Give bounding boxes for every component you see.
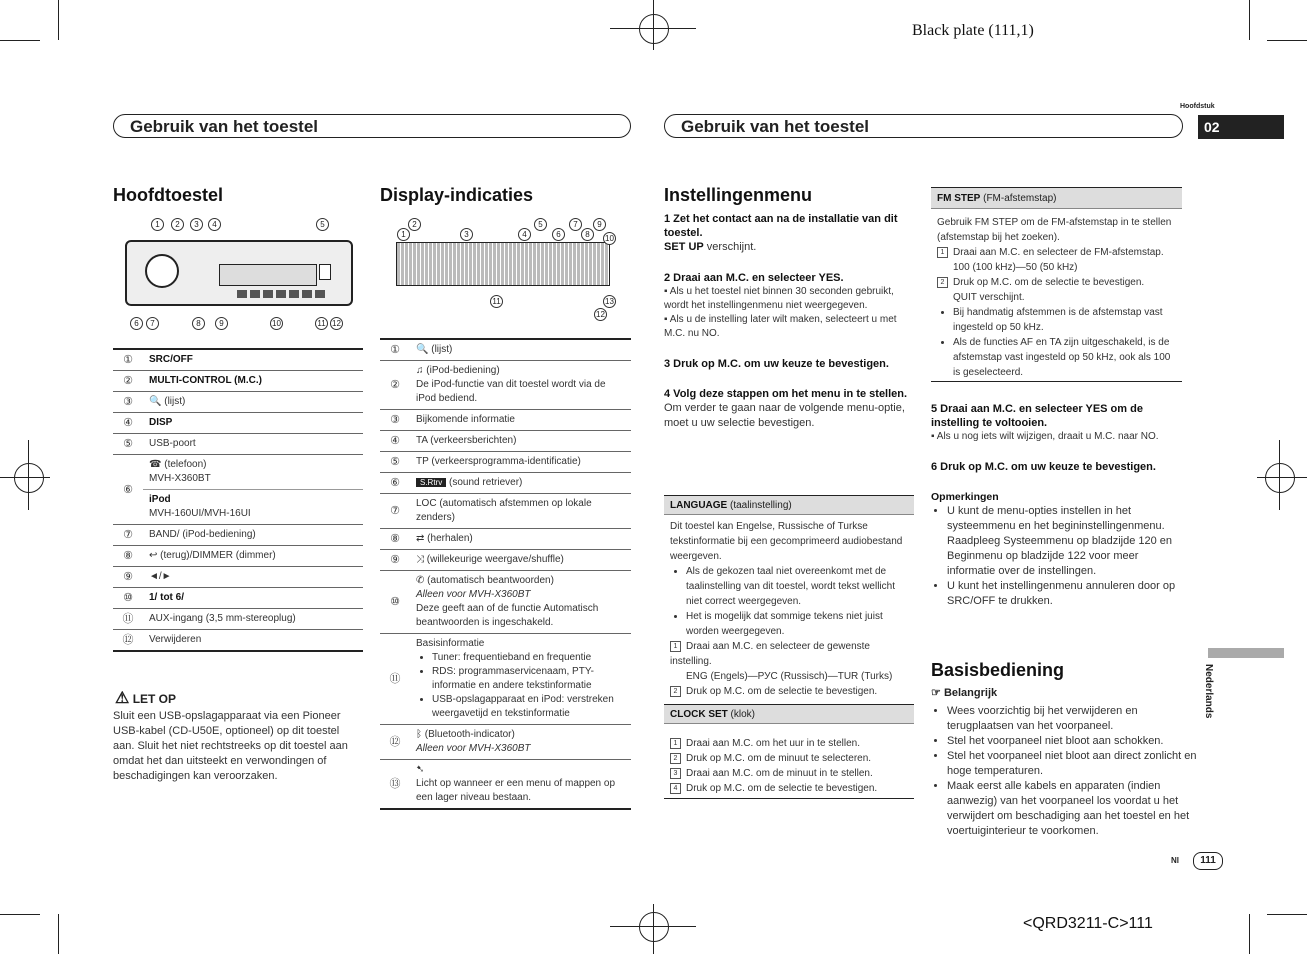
- repeat-icon: ⇄: [416, 533, 425, 544]
- banner-right: Gebruik van het toestel: [664, 114, 1183, 138]
- instellingen-title: Instellingenmenu: [664, 185, 813, 205]
- table-row: ⑨ ◄/►: [113, 567, 363, 588]
- back-icon: ↩: [149, 550, 158, 561]
- phone-icon: ☎: [149, 459, 162, 470]
- display-table: [380, 338, 631, 810]
- page-lang: Nl: [1171, 856, 1179, 865]
- table-row: ③ 🔍 (lijst): [113, 392, 363, 413]
- crop-mark: [1267, 40, 1307, 41]
- display-window: [219, 264, 317, 286]
- table-row: ① 🔍 (lijst): [380, 339, 631, 361]
- instellingen-steps: 1 Zet het contact aan na de installatie van dit toestel. SET UP verschijnt. 2 Draai aan M.C. en selecteer YES. ▪ Als u het toestel niet binnen 30 seconden gebruikt, wordt het instellingenmenu niet weergegeven. ▪ Als u de instelling later wilt maken, selecteert u met M.C. nu NO. 3 Druk op M.C. om uw keuze te bevestigen. 4 Volg deze stappen om het menu in te stellen. Om verder te gaan naar de volgende menu-optie, moet u uw selectie bevestigen.: [664, 213, 908, 429]
- basis-list: • Wees voorzichtig bij het verwijderen en terugplaatsen van het voorpaneel. • Stel het voorpaneel niet bloot aan schokken. • Stel het voorpaneel niet bloot aan direct zonlicht en hoge temperaturen. • Maak eerst alle kabels en apparaten (indien aanwezig) van het voorpaneel los voordat u het verwijdert om beschadiging aan het toestel en het voertuiginterieur te voorkomen.: [931, 704, 1198, 839]
- crop-mark: [1249, 0, 1250, 40]
- side-tab: Nederlands: [1203, 664, 1214, 719]
- head-unit-illustration: [125, 240, 353, 306]
- page-number: 111: [1193, 852, 1223, 870]
- usb-port-icon: [319, 264, 331, 280]
- table-row: ④ TA (verkeersberichten): [380, 431, 631, 452]
- letop-text: Sluit een USB-opslagapparaat via een Pioneer USB-kabel (CD-U50E, optioneel) op dit toestel aan. Sluit het niet rechtstreeks op dit toestel aan omdat het dan uitsteekt en verwondingen of beschadigingen kan veroorzaken.: [113, 710, 348, 782]
- basis-title: Basisbediening: [931, 660, 1065, 680]
- crop-mark: [0, 40, 40, 41]
- fmstep-box: FM STEP (FM-afstemstap): [931, 187, 1182, 209]
- chapter-number: 02: [1198, 115, 1284, 139]
- table-row: ⑫ Verwijderen: [113, 630, 363, 652]
- bluetooth-icon: ᛒ: [416, 729, 422, 740]
- hoofdtoestel-title: Hoofdtoestel: [113, 185, 223, 205]
- registration-mark: [1265, 463, 1295, 493]
- registration-mark: [639, 912, 669, 942]
- phone-icon: ✆: [416, 575, 425, 586]
- language-box: LANGUAGE (taalinstelling): [664, 495, 914, 515]
- table-row: ② ♫ (iPod-bediening) De iPod-functie van dit toestel wordt via de iPod bediend.: [380, 361, 631, 410]
- table-row: ⑪ AUX-ingang (3,5 mm-stereoplug): [113, 609, 363, 630]
- table-row: ⑦ LOC (automatisch afstemmen op lokale zenders): [380, 494, 631, 529]
- table-row: ⑩ 1/ tot 6/: [113, 588, 363, 609]
- table-row: ⑧ ↩ (terug)/DIMMER (dimmer): [113, 546, 363, 567]
- table-row: ⑥ ☎ (telefoon) MVH-X360BT iPod MVH-160UI/MVH-16UI: [113, 455, 363, 525]
- table-row: ⑪ Basisinformatie • Tuner: frequentieband en frequentie • RDS: programmaservicenaam, PTY-informatie en andere tekstinformatie • USB-opslagapparaat en iPod: verstreken weergavetijd en tekstinformatie: [380, 634, 631, 725]
- table-row: ⑩ ✆ (automatisch beantwoorden) Alleen voor MVH-X360BT Deze geeft aan of de functie Automatisch beantwoorden is ingeschakeld.: [380, 571, 631, 634]
- shuffle-icon: ⤨: [416, 554, 424, 565]
- table-row: ④ DISP: [113, 413, 363, 434]
- table-row: ⑤ TP (verkeersprogramma-identificatie): [380, 452, 631, 473]
- music-icon: ♫: [416, 365, 424, 376]
- hoofdtoestel-table: [113, 348, 363, 652]
- letop-heading: ⚠ LET OP: [115, 690, 177, 707]
- table-row: ⑫ ᛒ (Bluetooth-indicator) Alleen voor MVH-X360BT: [380, 725, 631, 760]
- display-title: Display-indicaties: [380, 185, 534, 205]
- important-icon: ☞: [931, 687, 941, 699]
- search-icon: 🔍: [416, 344, 429, 355]
- language-content: Dit toestel kan Engelse, Russische of Turkse tekstinformatie bij een gecomprimeerd audiobestand weergeven. • Als de gekozen taal niet overeenkomt met de taalinstelling van dit toestel, wordt tekst wellicht niet correct weergegeven. • Het is mogelijk dat sommige tekens niet juist worden weergegeven. 1 Draai aan M.C. en selecteer de gewenste instelling. ENG (Engels)—РУС (Russisch)—TUR (Turks) 2 Druk op M.C. om de selectie te bevestigen.: [670, 519, 910, 699]
- plate-label: Black plate (111,1): [912, 22, 1034, 39]
- search-icon: 🔍: [149, 396, 162, 407]
- table-row: ⑬ ➷ Licht op wanneer er een menu of mappen op een lager niveau bestaan.: [380, 760, 631, 810]
- crop-mark: [1267, 914, 1307, 915]
- table-row: ③ Bijkomende informatie: [380, 410, 631, 431]
- crop-mark: [1249, 914, 1250, 954]
- display-illustration: [396, 242, 610, 286]
- warning-icon: ⚠: [115, 690, 130, 707]
- folder-level-icon: ➷: [416, 764, 425, 775]
- footer-code: <QRD3211-C>111: [1023, 915, 1153, 932]
- sound-retriever-badge: S.Rtrv: [416, 478, 446, 487]
- preset-buttons: [237, 290, 327, 298]
- table-row: ⑦ BAND/ (iPod-bediening): [113, 525, 363, 546]
- clock-content: 1 Draai aan M.C. om het uur in te stellen. 2 Druk op M.C. om de minuut te selecteren. 3 Draai aan M.C. om de minuut in te stellen. 4 Druk op M.C. om de selectie te bevestigen.: [670, 736, 910, 796]
- fmstep-steps: 5 Draai aan M.C. en selecteer YES om de instelling te voltooien. ▪ Als u nog iets wilt wijzigen, draait u M.C. naar NO. 6 Druk op M.C. om uw keuze te bevestigen. Opmerkingen • U kunt de menu-opties instellen in het systeemmenu en het begininstellingenmenu. Raadpleeg Systeemmenu op bladzijde 120 en Beginmenu op bladzijde 122 voor meer informatie over de instellingen. • U kunt het instellingenmenu annuleren door op SRC/OFF te drukken.: [931, 402, 1182, 609]
- chapter-label: Hoofdstuk: [1180, 103, 1215, 110]
- table-row: ⑨ ⤨ (willekeurige weergave/shuffle): [380, 550, 631, 571]
- side-tab-bar: [1208, 648, 1284, 658]
- fmstep-content: Gebruik FM STEP om de FM-afstemstap in te stellen (afstemstap bij het zoeken). 1 Draai aan M.C. en selecteer de FM-afstemstap. 100 (100 kHz)—50 (50 kHz) 2 Druk op M.C. om de selectie te bevestigen. QUIT verschijnt. • Bij handmatig afstemmen is de afstemstap vast ingesteld op 50 kHz. • Als de functies AF en TA zijn uitgeschakeld, is de afstemstap vast ingesteld op 50 kHz, ook als 100 is geselecteerd.: [937, 215, 1180, 380]
- registration-mark: [14, 463, 44, 493]
- knob-icon: [145, 254, 179, 288]
- table-row: ⑤ USB-poort: [113, 434, 363, 455]
- table-row: ⑥ S.Rtrv (sound retriever): [380, 473, 631, 494]
- belangrijk-heading: ☞ Belangrijk: [931, 687, 998, 699]
- crop-mark: [58, 0, 59, 40]
- banner-left: Gebruik van het toestel: [113, 114, 631, 138]
- crop-mark: [58, 914, 59, 954]
- table-row: ② MULTI-CONTROL (M.C.): [113, 371, 363, 392]
- clock-box: CLOCK SET (klok): [664, 704, 914, 724]
- crop-mark: [0, 914, 40, 915]
- registration-mark: [639, 14, 669, 44]
- table-row: ① SRC/OFF: [113, 349, 363, 371]
- table-row: ⑧ ⇄ (herhalen): [380, 529, 631, 550]
